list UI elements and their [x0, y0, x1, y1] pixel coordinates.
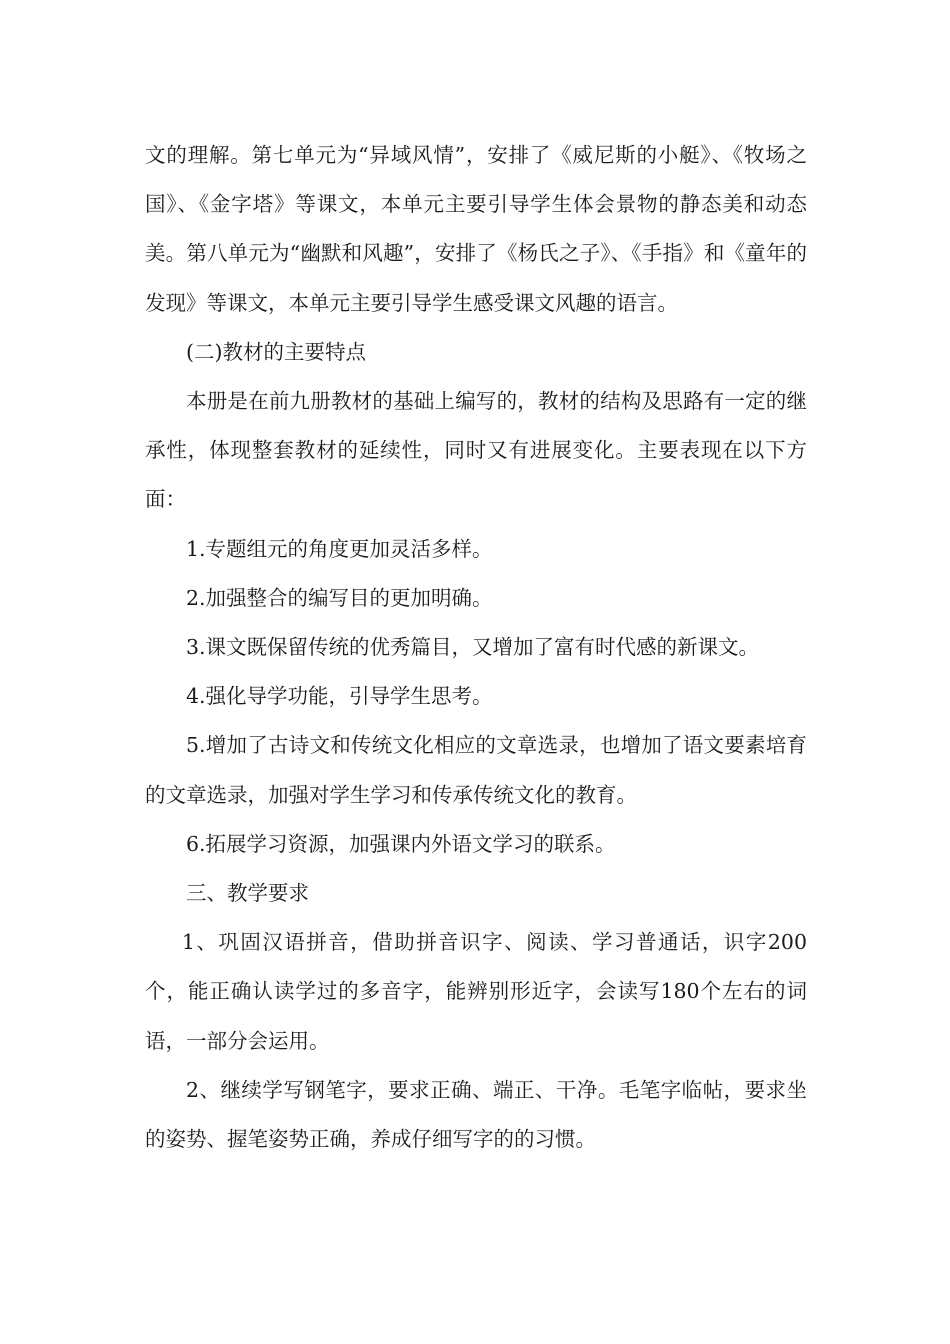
document-body	[145, 131, 807, 1164]
list-item-feature-4: 4.强化导学功能，引导学生思考。	[186, 684, 493, 709]
section-heading-textbook-features: (二)教材的主要特点	[186, 339, 366, 364]
paragraph-unit-overview: 文的理解。第七单元为“异域风情”，安排了《威尼斯的小艇》、《牧场之国》、《金字塔》等课文，本单元主要引导学生体会景物的静态美和动态美。第八单元为“幽默和风趣”，安排了《杨氏之子》、《手指》和《童年的发现》等课文，本单元主要引导学生感受课文风趣的语言。	[145, 143, 807, 315]
paragraph-features-intro: 本册是在前九册教材的基础上编写的，教材的结构及思路有一定的继承性，体现整套教材的延续性，同时又有进展变化。主要表现在以下方面：	[145, 389, 807, 512]
list-item-feature-1: 1.专题组元的角度更加灵活多样。	[186, 536, 493, 561]
list-item-feature-3: 3.课文既保留传统的优秀篇目，又增加了富有时代感的新课文。	[186, 635, 760, 660]
list-item-feature-5: 5.增加了古诗文和传统文化相应的文章选录，也增加了语文要素培育的文章选录，加强对学生学习和传承传统文化的教育。	[145, 733, 807, 807]
list-item-requirement-2: 2、继续学写钢笔字，要求正确、端正、干净。毛笔字临帖，要求坐的姿势、握笔姿势正确，养成仔细写字的的习惯。	[145, 1077, 807, 1152]
list-item-feature-6: 6.拓展学习资源，加强课内外语文学习的联系。	[186, 831, 616, 856]
section-heading-teaching-requirements: 三、教学要求	[186, 881, 309, 906]
list-item-feature-2: 2.加强整合的编写目的更加明确。	[186, 585, 493, 610]
list-item-requirement-1: 1、巩固汉语拼音，借助拼音识字、阅读、学习普通话，识字200个，能正确认读学过的多音字，能辨别形近字，会读写180个左右的词语，一部分会运用。	[145, 930, 807, 1053]
